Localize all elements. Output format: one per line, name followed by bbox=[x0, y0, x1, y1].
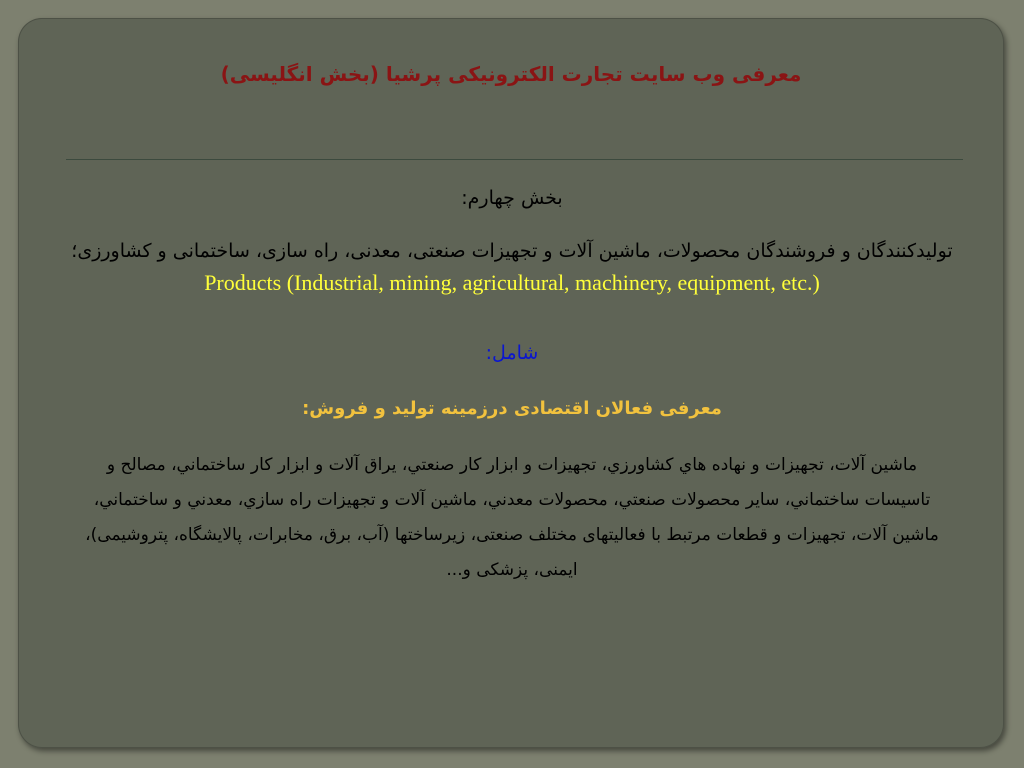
english-products-line: Products (Industrial, mining, agricultural, machinery, equipment, etc.) bbox=[204, 270, 820, 295]
includes-label: شامل: bbox=[485, 342, 539, 364]
slide-title: معرفی وب سایت تجارت الکترونیکی پرشیا (بخش انگلیسی) bbox=[220, 62, 802, 86]
subheading: معرفی فعالان اقتصادی درزمینه تولید و فروش: bbox=[302, 398, 722, 419]
intro-text: تولیدکنندگان و فروشندگان محصولات، ماشین آلات و تجهیزات صنعتی، معدنی، راه سازی، ساختمانی و کشاورزی؛ bbox=[71, 240, 953, 262]
slide-content bbox=[60, 184, 964, 588]
section-heading: بخش چهارم: bbox=[461, 187, 563, 209]
body-text: ماشین آلات، تجهيزات و نهاده هاي كشاورزي، تجهیزات و ابزار کار صنعتي، يراق آلات و ابزار كار ساختماني، مصالح و تاسيسات ساختماني، ساير محصولات صنعتي، محصولات معدني، ماشين آلات و تجهيزات راه سازي، معدني و ساختماني، ماشين آلات، تجهیزات و قطعات مرتبط با فعالیتهای مختلف صنعتی، زیرساختها (آب، برق، مخابرات، پالایشگاه، پتروشیمی)، ایمنی، پزشکی و... bbox=[85, 455, 939, 580]
title-divider bbox=[66, 159, 963, 160]
